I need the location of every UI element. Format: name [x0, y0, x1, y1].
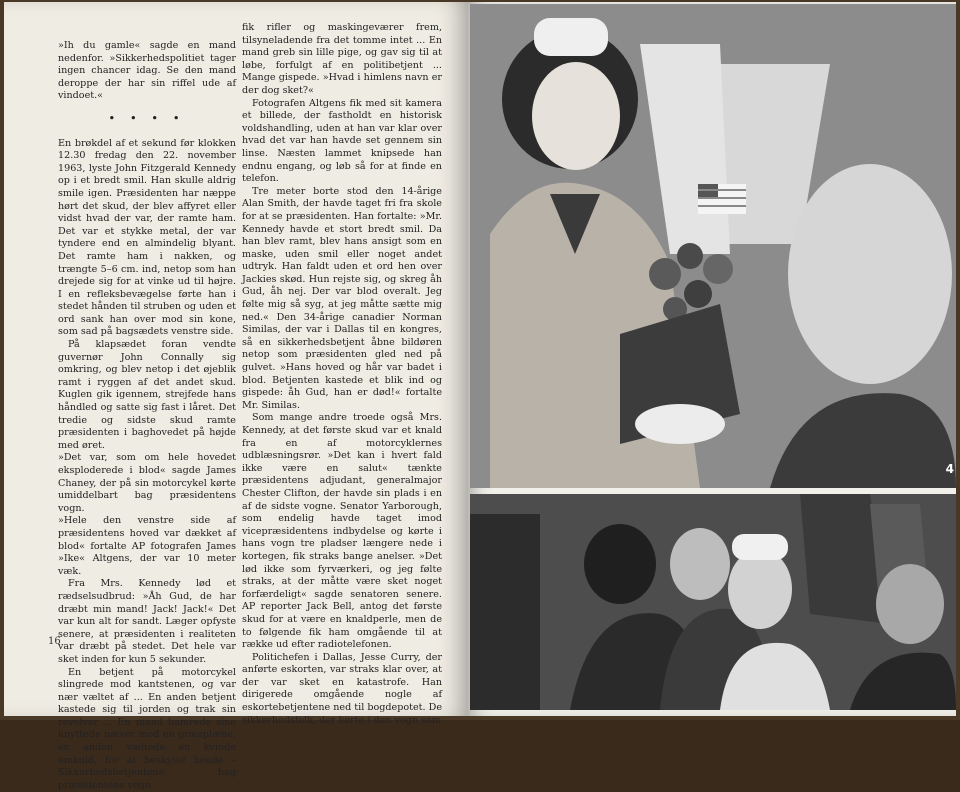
paragraph: Tre meter borte stod den 14-årige Alan Smith, der havde taget fri fra skole for at se præsidenten. Han fortalte: »Mr. Kennedy havde et stort bredt smil. Da han blev ramt, blev hans ansigt som en maske, uden smil eller noget andet udtryk. Han faldt uden et ord hen over Jackies skød. Hun rejste sig, og skreg åh Gud, åh nej. Der var blod overalt. Jeg følte mig så syg, at jeg måtte sætte mig ned.« Den 34-årige canadier Norman Similas, der var i Dallas til en kongres, så en sikkerhedsbetjent åbne bildøren netop som præsidenten gled ned på gulvet. »Hans hoved og hår var badet i blod. Betjenten kastede et blik ind og gispede: åh Gud, han er død!« fortalte Mr. Similas.: [242, 186, 442, 413]
paragraph: Fra Mrs. Kennedy lød et rædselsudbrud: »Åh Gud, de har dræbt min mand! Jack! Jack!« Det var kun alt for sandt. Læger opfyste senere, at præsidenten i realiteten var dræbt på stedet. Det hele var sket inden for kun 5 sekunder.: [58, 578, 236, 666]
paragraph: Politichefen i Dallas, Jesse Curry, der anførte eskorten, var straks klar over, at der var sket en katastrofe. Han dirigerede omgående nogle af eskortebetjentene ned til bogdepotet. De sikkerhedsfolk, der kørte i den vogn som: [242, 652, 442, 728]
photo-illustration: [470, 4, 956, 488]
text-column-2: [242, 22, 442, 727]
paragraph: En brøkdel af et sekund før klokken 12.30 fredag den 22. november 1963, lyste John Fitzgerald Kennedy op i et bredt smil. Han skulle aldrig smile igen. Præsidenten har næppe hørt det skud, der blev affyret eller vidst hvad der var, der ramte ham. Det var et stykke metal, der var tyndere end en almindelig blyant. Det ramte ham i nakken, og trængte 5–6 cm. ind, netop som han drejede sig for at vinke ud til højre. I en refleksbevægelse førte han i stedet hånden til struben og uden et ord sank han over mod sin kone, som sad på bagsædets venstre side.: [58, 138, 236, 340]
paragraph: Fotografen Altgens fik med sit kamera et billede, der fastholdt en historisk voldshandling, uden at han var klar over hvad det var han havde set gennem sin linse. Næsten lammet knipsede han endnu engang, og løb så for at finde en telefon.: [242, 98, 442, 186]
section-divider: • • • •: [58, 113, 236, 126]
photo-jacqueline-kennedy-roses: [470, 4, 956, 488]
paragraph: »Hele den venstre side af præsidentens hoved var dækket af blod« fortalte AP fotografen James »Ike« Altgens, der var 10 meter væk.: [58, 515, 236, 578]
paragraph: En betjent på motorcykel slingrede mod kantstenen, og var nær væltet af ... En anden betjent kastede sig til jorden og trak sin revolver ... En mand hamrede sine knyttede næver mod en græsplæne, en anden væltede en kvinde omkuld, for at beskytte hende – Sikkerhedsbetjentene bag præsidentens vogn: [58, 667, 236, 792]
paragraph: »Ih du gamle« sagde en mand nedenfor. »Sikkerhedspolitiet tager ingen chancer idag. Se den mand deroppe der har sin riffel ude af vindoet.«: [58, 40, 236, 103]
paragraph: Som mange andre troede også Mrs. Kennedy, at det første skud var et knald fra en af motorcyklernes udblæsningsrør. »Det kan i hvert fald ikke være en salut« tænkte præsidentens adjudant, generalmajor Chester Clifton, der havde sin plads i en af de sidste vogne. Senator Yarborough, som endelig havde taget imod vicepræsidentens indbydelse og kørte i hans vogn tre pladser længere nede i kortegen, fik straks bange anelser. »Det lød ikke som fyrværkeri, og jeg følte straks, at der måtte være sket noget forfærdeligt« sagde senatoren senere. AP reporter Jack Bell, antog det første skud for at være en knaldperle, men de to følgende fik ham omgående til at række ud efter radiotelefonen.: [242, 412, 442, 651]
page-number: 16: [48, 636, 61, 647]
photo-kennedys-motorcade: [470, 494, 956, 710]
paragraph: På klapsædet foran vendte guvernør John Connally sig omkring, og blev netop i det øjeblik ramt i ryggen af det andet skud. Kuglen gik igennem, strejfede hans håndled og satte sig fast i låret. Det tredie og sidste skud ramte præsidenten i baghovedet på højde med øret.: [58, 339, 236, 452]
paragraph: »Det var, som om hele hovedet eksploderede i blod« sagde James Chaney, der på sin motorcykel kørte umiddelbart bag præsidentens vogn.: [58, 452, 236, 515]
left-page: [4, 2, 468, 716]
page-badge: 4: [946, 462, 954, 476]
paragraph: fik rifler og maskingeværer frem, tilsyneladende fra det tomme intet ... En mand greb sin lille pige, og gav sig til at løbe, forfulgt af en politibetjent ... Mange gispede. »Hvad i himlens navn er der dog sket?«: [242, 22, 442, 98]
text-column-1: [58, 40, 236, 792]
photo-illustration: [470, 494, 956, 710]
